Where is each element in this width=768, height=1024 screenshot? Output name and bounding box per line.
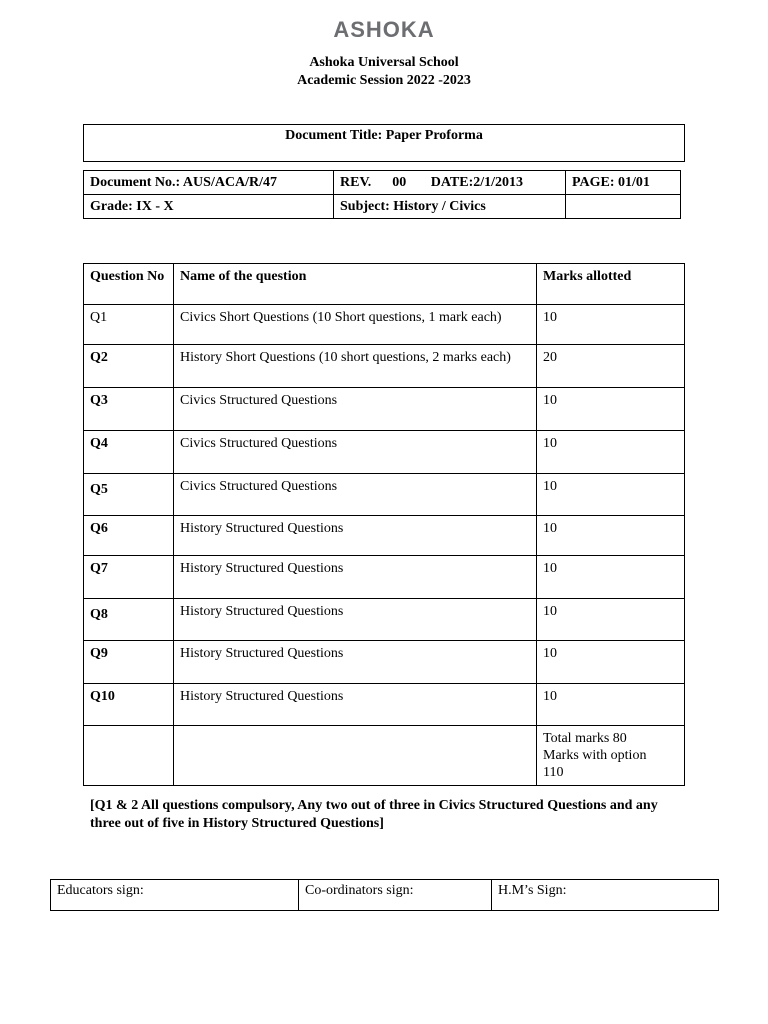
question-marks: 10 <box>537 474 685 516</box>
instructions-note: [Q1 & 2 All questions compulsory, Any two out of three in Civics Structured Questions and any three out of five in History Structured Questions] <box>90 798 658 831</box>
question-name: Civics Structured Questions <box>174 388 537 431</box>
empty-cell <box>566 195 681 219</box>
coordinator-sign: Co-ordinators sign: <box>299 880 492 911</box>
marks-with-option-value: 110 <box>543 765 564 780</box>
total-marks-line: Total marks 80 <box>543 731 627 746</box>
school-name: Ashoka Universal School <box>309 55 459 70</box>
table-row <box>84 684 685 726</box>
ashoka-logo <box>0 12 768 49</box>
table-row <box>84 431 685 474</box>
subject: Subject: History / Civics <box>334 195 566 219</box>
empty-cell <box>84 726 174 786</box>
question-number: Q10 <box>84 684 174 726</box>
question-name: History Short Questions (10 short questions, 2 marks each) <box>174 345 537 388</box>
header-question-name: Name of the question <box>174 264 537 305</box>
table-row <box>84 516 685 556</box>
question-marks: 20 <box>537 345 685 388</box>
question-name: History Structured Questions <box>174 556 537 599</box>
question-marks: 10 <box>537 388 685 431</box>
logo-text: ASHOKA <box>333 17 435 42</box>
question-name: Civics Short Questions (10 Short questions, 1 mark each) <box>174 305 537 345</box>
question-number: Q2 <box>84 345 174 388</box>
question-name: History Structured Questions <box>174 641 537 684</box>
educator-sign: Educators sign: <box>51 880 299 911</box>
page-number: PAGE: 01/01 <box>566 171 681 195</box>
question-number: Q3 <box>84 388 174 431</box>
questions-table <box>83 263 685 786</box>
question-number: Q1 <box>84 305 174 345</box>
question-marks: 10 <box>537 431 685 474</box>
header-question-no: Question No <box>84 264 174 305</box>
school-header <box>0 54 768 90</box>
question-number: Q8 <box>84 599 174 641</box>
marks-with-option-label: Marks with option <box>543 748 647 763</box>
table-row <box>84 305 685 345</box>
question-marks: 10 <box>537 516 685 556</box>
question-number: Q7 <box>84 556 174 599</box>
document-number: Document No.: AUS/ACA/R/47 <box>84 171 334 195</box>
question-name: Civics Structured Questions <box>174 474 537 516</box>
question-marks: 10 <box>537 684 685 726</box>
document-title-box <box>83 124 685 162</box>
table-header-row <box>84 264 685 305</box>
total-marks <box>537 726 685 786</box>
question-number: Q5 <box>84 474 174 516</box>
question-number: Q6 <box>84 516 174 556</box>
signature-table <box>50 879 719 911</box>
table-row <box>84 641 685 684</box>
revision-date: REV. 00 DATE:2/1/2013 <box>334 171 566 195</box>
hm-sign: H.M’s Sign: <box>492 880 719 911</box>
table-row <box>84 388 685 431</box>
total-row <box>84 726 685 786</box>
question-marks: 10 <box>537 556 685 599</box>
question-name: Civics Structured Questions <box>174 431 537 474</box>
table-row <box>84 474 685 516</box>
question-name: History Structured Questions <box>174 599 537 641</box>
empty-cell <box>174 726 537 786</box>
logo-mark <box>329 12 439 44</box>
header-marks: Marks allotted <box>537 264 685 305</box>
table-row <box>84 556 685 599</box>
document-meta-table <box>83 170 681 219</box>
question-number: Q4 <box>84 431 174 474</box>
question-number: Q9 <box>84 641 174 684</box>
table-row <box>84 345 685 388</box>
question-marks: 10 <box>537 599 685 641</box>
document-title: Document Title: Paper Proforma <box>84 125 685 162</box>
question-name: History Structured Questions <box>174 516 537 556</box>
academic-session: Academic Session 2022 -2023 <box>297 73 471 88</box>
question-marks: 10 <box>537 305 685 345</box>
question-name: History Structured Questions <box>174 684 537 726</box>
grade: Grade: IX - X <box>84 195 334 219</box>
table-row <box>84 599 685 641</box>
question-marks: 10 <box>537 641 685 684</box>
